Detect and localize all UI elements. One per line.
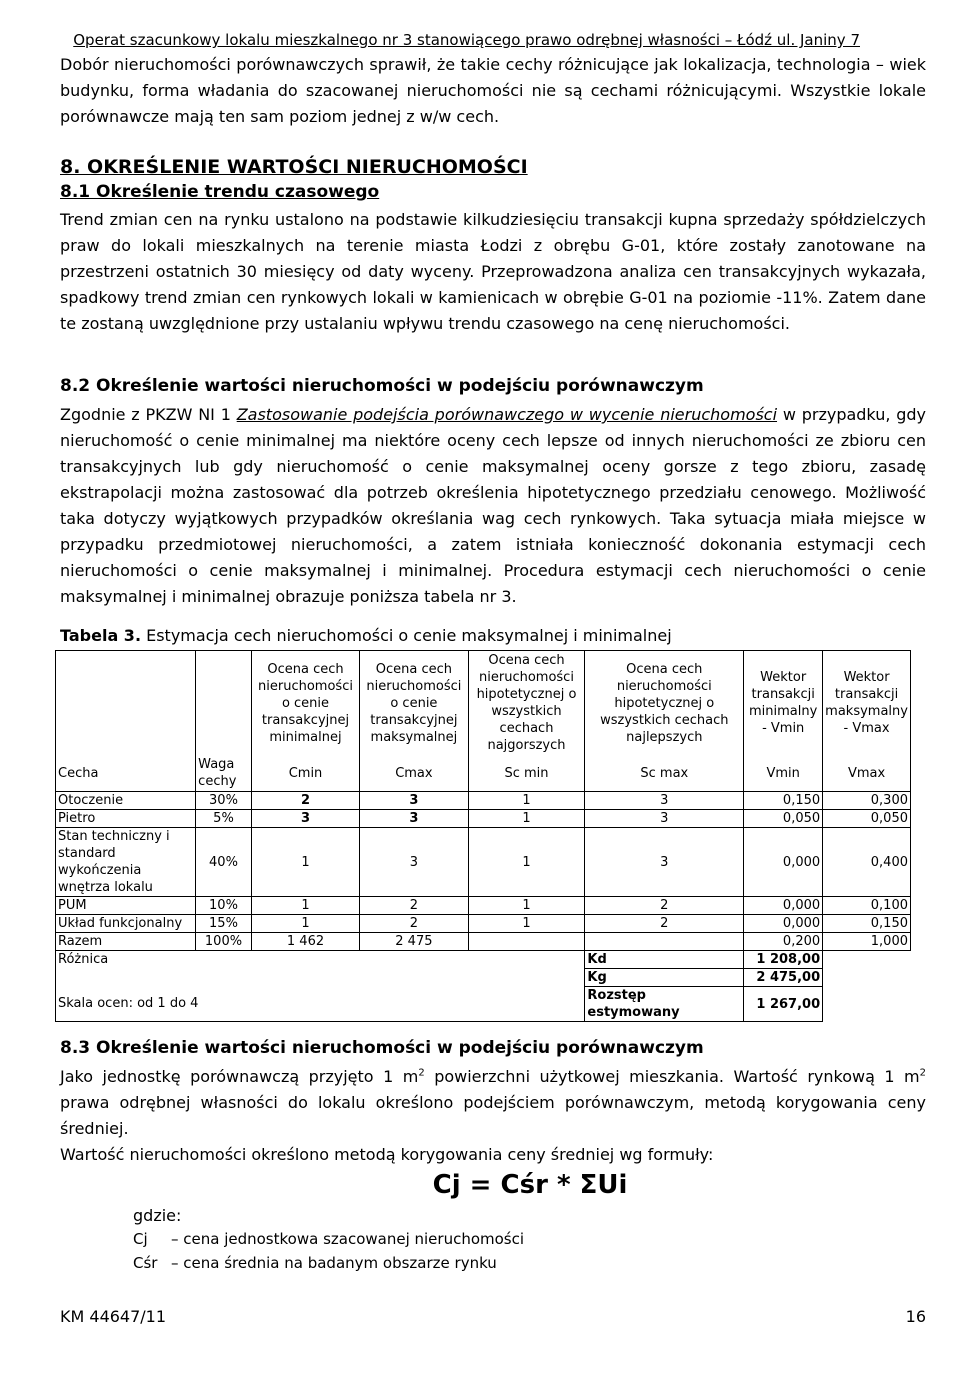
row-scmin: 1 [468, 828, 585, 897]
kd-label: Kd [585, 951, 744, 969]
row-label: Stan techniczny i standard wykończenia wnętrza lokalu [56, 828, 196, 897]
row-weight: 5% [196, 810, 252, 828]
table-header-row [56, 651, 911, 756]
table-header-cell: Wektor transakcji maksymalny - Vmax [823, 651, 911, 756]
table-sub-cell: Cmin [251, 755, 359, 792]
row-scmax: 2 [585, 915, 744, 933]
page-number: 16 [905, 1307, 926, 1326]
table-sub-cell: Sc max [585, 755, 744, 792]
s83-sup: 2 [919, 1067, 927, 1079]
row-scmin: 1 [468, 792, 585, 810]
intro-paragraph: Dobór nieruchomości porównawczych sprawił, że takie cechy różnicujące jak lokalizacja, technologia – wiek budynku, forma władania do szacowanej nieruchomości nie są cechami różnicującymi. Wszystkie lokale porównawcze mają ten sam poziom jednej z w/w cech. [60, 55, 926, 126]
table-row [56, 810, 911, 828]
table-sub-cell: Cmax [360, 755, 468, 792]
row-weight: 100% [196, 933, 252, 951]
section-8-3-text [60, 1064, 926, 1142]
table-caption-label: Tabela 3. [60, 626, 142, 645]
row-cmin: 1 462 [251, 933, 359, 951]
table-sub-cell: Waga cechy [196, 755, 252, 792]
table-header-blank [56, 651, 196, 756]
footer-reference: KM 44647/11 [60, 1307, 167, 1326]
table-subheader-row [56, 755, 911, 792]
row-cmax: 3 [360, 810, 468, 828]
row-cmax: 2 [360, 897, 468, 915]
row-weight: 30% [196, 792, 252, 810]
s83-sup: 2 [418, 1067, 425, 1079]
s83-text-a: Jako jednostkę porównawczą przyjęto 1 m [60, 1067, 419, 1086]
table-sub-cell: Cecha [56, 755, 196, 792]
s83-text-b: powierzchni użytkowej mieszkania. Wartość rynkową 1 m [424, 1067, 920, 1086]
kg-value: 2 475,00 [744, 969, 823, 987]
rozstep-value: 1 267,00 [744, 987, 823, 1022]
s82-text-post: w przypadku, gdy nieruchomość o cenie minimalnej ma niektóre oceny cech lepsze od innych nieruchomości ze zbioru cen transakcyjnych lub gdy nieruchomość o cenie maksymalnej oceny gorsze z tego zbioru, zasadę ekstrapolacji można zastosować dla potrzeb określenia hipotetycznego przedziału cenowego. Możliwość taka dotyczy wyjątkowych przypadków określania wag cech rynkowych. Taka sytuacja miała miejsce w przypadku przedmiotowej nieruchomości, a zatem istniała konieczność dokonania estymacji cech nieruchomości o cenie maksymalnej i minimalnej. Procedura estymacji cech nieruchomości o cenie maksymalnej i minimalnej obrazuje poniższa tabela nr 3. [60, 405, 927, 606]
table-row-total [56, 933, 911, 951]
roznica-label: Różnica [56, 951, 585, 969]
definition-csr [133, 1254, 497, 1272]
section-8-title: 8. OKREŚLENIE WARTOŚCI NIERUCHOMOŚCI [60, 156, 528, 178]
rozstep-label: Rozstęp estymowany [585, 987, 744, 1022]
row-vmax: 0,400 [823, 828, 911, 897]
row-scmax [585, 933, 744, 951]
empty-cell [823, 951, 911, 969]
row-cmax: 3 [360, 792, 468, 810]
row-vmin: 0,150 [744, 792, 823, 810]
definition-text: – cena średnia na badanym obszarze rynku [171, 1254, 497, 1272]
where-label: gdzie: [133, 1206, 182, 1225]
table-row-skala [56, 987, 911, 1022]
table-header-cell: Ocena cech nieruchomości o cenie transakcyjnej maksymalnej [360, 651, 468, 756]
row-vmin: 0,000 [744, 897, 823, 915]
row-weight: 10% [196, 897, 252, 915]
row-vmin: 0,050 [744, 810, 823, 828]
table-header-cell: Ocena cech nieruchomości hipotetycznej o wszystkich cechach najlepszych [585, 651, 744, 756]
row-vmax: 0,150 [823, 915, 911, 933]
table-sub-cell: Sc min [468, 755, 585, 792]
row-vmin: 0,000 [744, 828, 823, 897]
row-label: Razem [56, 933, 196, 951]
definition-symbol: Cśr [133, 1254, 158, 1272]
row-cmax: 2 475 [360, 933, 468, 951]
row-vmax: 0,100 [823, 897, 911, 915]
table-sub-cell: Vmin [744, 755, 823, 792]
definition-symbol: Cj [133, 1230, 148, 1248]
table-header-cell: Ocena cech nieruchomości hipotetycznej o wszystkich cechach najgorszych [468, 651, 585, 756]
table-row-kg [56, 969, 911, 987]
empty-cell [56, 969, 585, 987]
row-cmin: 1 [251, 828, 359, 897]
s82-text-pre: Zgodnie z PKZW NI 1 [60, 405, 237, 424]
kg-label: Kg [585, 969, 744, 987]
row-scmin: 1 [468, 897, 585, 915]
row-vmin: 0,200 [744, 933, 823, 951]
row-label: PUM [56, 897, 196, 915]
table-header-cell: Ocena cech nieruchomości o cenie transakcyjnej minimalnej [251, 651, 359, 756]
row-cmin: 1 [251, 915, 359, 933]
empty-cell [823, 987, 911, 1022]
table-row-roznica [56, 951, 911, 969]
row-label: Układ funkcjonalny [56, 915, 196, 933]
definition-cj [133, 1230, 524, 1248]
table-row [56, 828, 911, 897]
row-scmax: 3 [585, 828, 744, 897]
kd-value: 1 208,00 [744, 951, 823, 969]
row-label: Otoczenie [56, 792, 196, 810]
row-cmax: 3 [360, 828, 468, 897]
row-scmax: 2 [585, 897, 744, 915]
table-sub-cell: Vmax [823, 755, 911, 792]
section-8-1-title: 8.1 Określenie trendu czasowego [60, 182, 380, 202]
table-row [56, 915, 911, 933]
row-scmax: 3 [585, 810, 744, 828]
row-weight: 15% [196, 915, 252, 933]
row-vmax: 0,050 [823, 810, 911, 828]
s83-text-c: prawa odrębnej własności do lokalu określono podejściem porównawczym, metodą korygowania ceny średniej. [60, 1093, 926, 1138]
table-row [56, 792, 911, 810]
row-label: Pietro [56, 810, 196, 828]
skala-label: Skala ocen: od 1 do 4 [56, 987, 585, 1022]
row-scmax: 3 [585, 792, 744, 810]
table-header-cell: Wektor transakcji minimalny - Vmin [744, 651, 823, 756]
table-caption [60, 626, 672, 645]
row-cmin: 1 [251, 897, 359, 915]
section-8-2-text [60, 402, 926, 610]
estimation-table [55, 650, 911, 1022]
formula: Cj = Cśr * ΣUi [432, 1170, 628, 1200]
row-cmin: 3 [251, 810, 359, 828]
table-header-blank [196, 651, 252, 756]
row-scmin: 1 [468, 810, 585, 828]
section-8-3-title: 8.3 Określenie wartości nieruchomości w podejściu porównawczym [60, 1038, 704, 1058]
row-weight: 40% [196, 828, 252, 897]
row-vmax: 1,000 [823, 933, 911, 951]
definition-text: – cena jednostkowa szacowanej nieruchomości [171, 1230, 525, 1248]
row-cmin: 2 [251, 792, 359, 810]
empty-cell [823, 969, 911, 987]
s82-standard-title: Zastosowanie podejścia porównawczego w wycenie nieruchomości [236, 405, 778, 424]
section-8-3-method: Wartość nieruchomości określono metodą korygowania ceny średniej wg formuły: [60, 1145, 714, 1164]
table-row [56, 897, 911, 915]
row-cmax: 2 [360, 915, 468, 933]
page-header: Operat szacunkowy lokalu mieszkalnego nr 3 stanowiącego prawo odrębnej własności – Łódź ul. Janiny 7 [73, 31, 860, 49]
row-vmin: 0,000 [744, 915, 823, 933]
row-vmax: 0,300 [823, 792, 911, 810]
row-scmin: 1 [468, 915, 585, 933]
section-8-1-text: Trend zmian cen na rynku ustalono na podstawie kilkudziesięciu transakcji kupna sprzedaży spółdzielczych praw do lokali mieszkalnych na terenie miasta Łodzi z obrębu G-01, które zostały zanotowane na przestrzeni ostatnich 30 miesięcy od daty wyceny. Przeprowadzona analiza cen transakcyjnych wykazała, spadkowy trend zmian cen rynkowych lokali w kamienicach w obrębie G-01 na poziomie -11%. Zatem dane te zostaną uwzględnione przy ustalaniu wpływu trendu czasowego na cenę nieruchomości. [60, 210, 926, 333]
table-caption-text: Estymacja cech nieruchomości o cenie maksymalnej i minimalnej [141, 626, 672, 645]
row-scmin [468, 933, 585, 951]
section-8-2-title: 8.2 Określenie wartości nieruchomości w podejściu porównawczym [60, 376, 704, 396]
